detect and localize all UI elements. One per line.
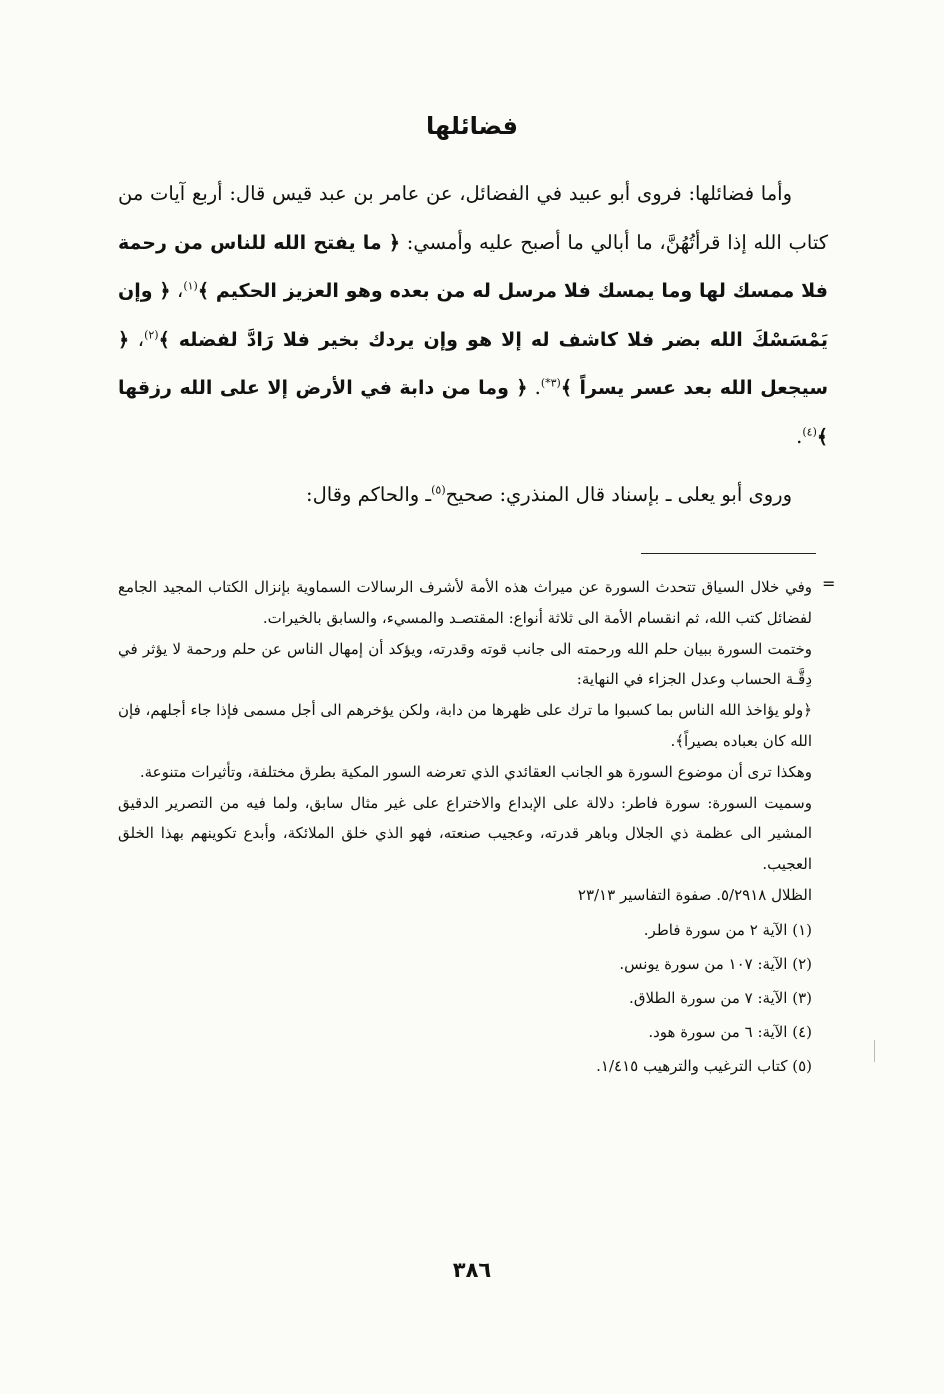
footnote-3: (٣) الآية: ٧ من سورة الطلاق. [629, 988, 812, 1007]
separator-3: . [527, 376, 541, 399]
footnote-continuation-4: وهكذا ترى أن موضوع السورة هو الجانب العقائدي الذي تعرضه السور المكية بطرق مختلفة، وتأثيرات متنوعة. [139, 762, 812, 781]
footnote-ref-3: (٣*) [540, 376, 561, 390]
paragraph-1-intro: وأما فضائلها: فروى أبو عبيد في الفضائل، عن عامر بن عبد قيس قال: أربع آيات من كتاب الله إذا قرأتُهُنَّ، ما أبالي ما أصبح عليه وأمسي: [118, 182, 828, 254]
paragraph-1 [118, 170, 828, 461]
verse-2: ﴿ وإن يَمْسَسْكَ الله بضر فلا كاشف له إلا هو وإن يردك بخير فلا رَادَّ لفضله ﴾ [118, 280, 828, 351]
footnote-ref-4: (٤) [802, 425, 817, 438]
footnotes [118, 572, 812, 1083]
footnote-ref-1: (١) [183, 279, 198, 293]
continuation-marker: = [822, 574, 836, 593]
page-number: ٣٨٦ [452, 1258, 492, 1282]
paragraph-2-text-a: وروى أبو يعلى ـ بإسناد قال المنذري: صحيح [445, 483, 792, 506]
footnote-5: (٥) كتاب الترغيب والترهيب ١/٤١٥. [596, 1056, 812, 1075]
main-text [118, 170, 828, 520]
footnote-continuation-3: ﴿ولو يؤاخذ الله الناس بما كسبوا ما ترك على ظهرها من دابة، ولكن يؤخرهم الى أجل مسمى فإذا جاء أجلهم، فإن الله كان بعباده بصيراً﴾. [118, 701, 812, 750]
margin-mark [874, 1040, 875, 1062]
footnote-sources: الظلال ٥/٢٩١٨. صفوة التفاسير ٢٣/١٣ [577, 885, 812, 904]
verse-3: ﴿ سيجعل الله بعد عسر يسراً ﴾ [118, 328, 829, 399]
footnote-continuation-2: وختمت السورة ببيان حلم الله ورحمته الى جانب قوته وقدرته، ويؤكد أن إمهال الناس عن حلم ورحمة لا يؤثر في دِقَّـة الحساب وعدل الجزاء في النهاية: [118, 639, 812, 689]
footnote-1: (١) الآية ٢ من سورة فاطر. [643, 920, 812, 939]
footnote-ref-2: (٢) [144, 328, 159, 341]
separator-1: ، [170, 279, 184, 302]
paragraph-1-end: . [796, 424, 803, 448]
footnote-list [118, 913, 812, 1083]
footnote-2: (٢) الآية: ١٠٧ من سورة يونس. [619, 954, 812, 973]
footnote-ref-5: (٥) [431, 483, 446, 497]
paragraph-2-text-b: ـ والحاكم وقال: [306, 483, 432, 506]
footnote-continuation-5: وسميت السورة: سورة فاطر: دلالة على الإبداع والاختراع على غير مثال سابق، ولما فيه من التصرير الدقيق المشير الى عظمة ذي الجلال وباهر قدرته، وعجيب صنعته، فهو الذي خلق الملائكة، وأبدع تكوينهم بهذا الخلق العجيب. [118, 793, 812, 874]
verse-1: ﴿ ما يفتح الله للناس من رحمة فلا ممسك لها وما يمسك فلا مرسل له من بعده وهو العزيز الحكيم ﴾ [118, 231, 828, 302]
separator-2: ، [129, 327, 145, 351]
footnote-divider [641, 553, 816, 554]
footnote-4: (٤) الآية: ٦ من سورة هود. [648, 1022, 812, 1041]
footnote-continuation-1: وفي خلال السياق تتحدث السورة عن ميراث هذه الأمة لأشرف الرسالات السماوية بإنزال الكتاب المجيد الجامع لفضائل كتب الله، ثم انقسام الأمة الى ثلاثة أنواع: المقتصـد والمسيء، والسابق بالخيرات. [118, 578, 812, 627]
verse-4: ﴿ وما من دابة في الأرض إلا على الله رزقها ﴾ [118, 377, 828, 448]
section-heading: فضائلها [425, 112, 519, 140]
paragraph-2 [118, 471, 828, 520]
